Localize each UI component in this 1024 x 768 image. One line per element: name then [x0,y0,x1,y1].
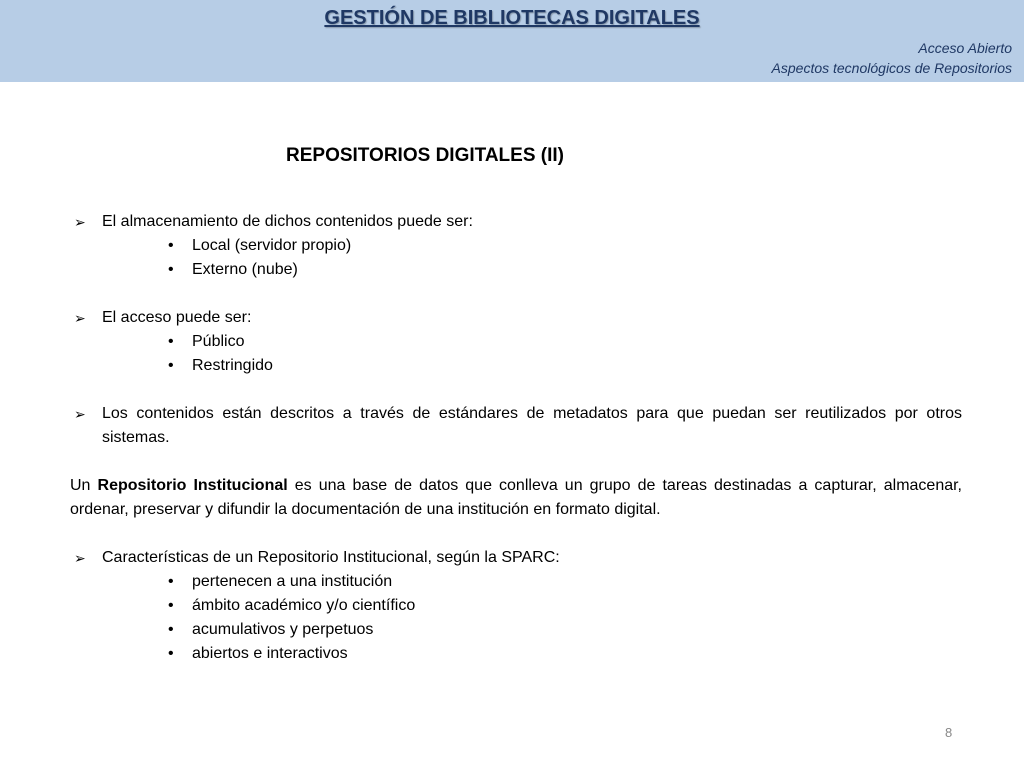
bullet-icon: • [168,333,174,350]
arrow-bullet-icon: ➢ [74,406,86,422]
bullet-icon: • [168,357,174,374]
list-item: • pertenecen a una institución [168,570,962,594]
header-subtitle-repository-aspects: Aspectos tecnológicos de Repositorios [771,60,1012,76]
list-item: • Restringido [168,354,962,378]
storage-text: El almacenamiento de dichos contenidos puede ser: [102,213,473,230]
characteristics-list [70,570,962,666]
arrow-bullet-icon: ➢ [74,310,86,326]
spacer [70,378,962,402]
list-item: • Público [168,330,962,354]
header-bar [0,0,1024,82]
definition-term: Repositorio Institucional [97,477,288,494]
access-bullet [70,306,962,330]
metadata-bullet [70,402,962,450]
list-item: • Externo (nube) [168,258,962,282]
characteristics-bullet [70,546,962,570]
spacer [70,522,962,546]
bullet-icon: • [168,237,174,254]
access-text: El acceso puede ser: [102,309,252,326]
spacer [70,450,962,474]
access-list [70,330,962,378]
header-title: GESTIÓN DE BIBLIOTECAS DIGITALES [324,7,700,29]
bullet-icon: • [168,261,174,278]
list-item: • abiertos e interactivos [168,642,962,666]
list-item: • acumulativos y perpetuos [168,618,962,642]
list-item: • Local (servidor propio) [168,234,962,258]
header-subtitles [772,38,1012,78]
bullet-icon: • [168,597,174,614]
metadata-text: Los contenidos están descritos a través de estándares de metadatos para que puedan ser reutilizados por otros sistemas. [102,405,962,446]
header-subtitle-open-access: Acceso Abierto [918,40,1012,56]
storage-list [70,234,962,282]
slide-content [70,210,962,666]
bullet-icon: • [168,645,174,662]
storage-bullet [70,210,962,234]
arrow-bullet-icon: ➢ [74,214,86,230]
slide-title: REPOSITORIOS DIGITALES (II) [286,145,564,166]
characteristics-text: Características de un Repositorio Institucional, según la SPARC: [102,549,560,566]
arrow-bullet-icon: ➢ [74,550,86,566]
page-number: 8 [945,725,953,740]
list-item: • ámbito académico y/o científico [168,594,962,618]
institutional-repository-definition: Un Repositorio Institucional es una base de datos que conlleva un grupo de tareas destinadas a capturar, almacenar, ordenar, preservar y difundir la documentación de una institución en formato digital. [70,477,963,518]
bullet-icon: • [168,573,174,590]
bullet-icon: • [168,621,174,638]
spacer [70,282,962,306]
